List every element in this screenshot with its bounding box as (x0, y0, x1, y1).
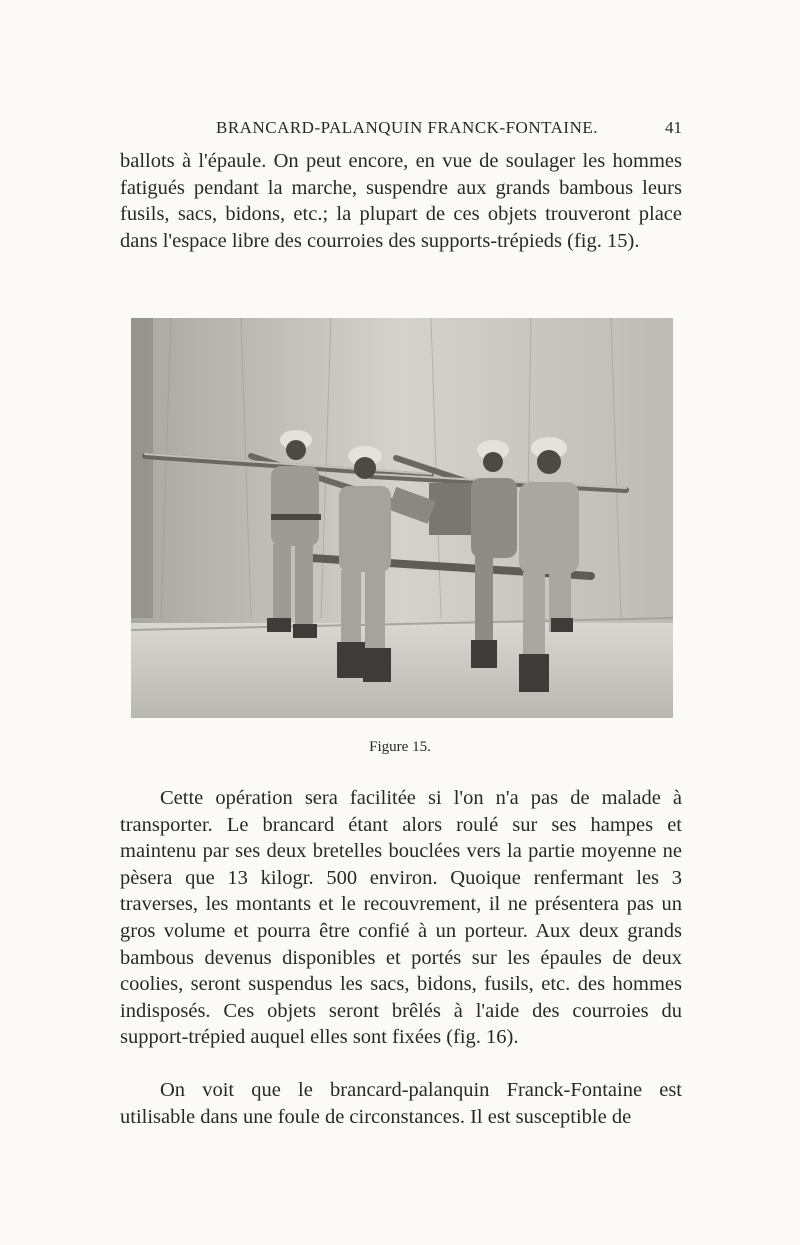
paragraph-main: Cette opération sera facilitée si l'on n'a pas de malade à transporter. Le brancard étant alors roulé sur ses hampes et maintenu par ses deux bretelles bouclées vers la partie moyenne ne pèsera que 13 kilogr. 500 environ. Quoique renfermant les 3 traverses, les montants et le recouvrement, il ne présentera pas un gros volume et pourra être confié à un porteur. Aux deux grands bambous devenus disponibles et portés sur les épaules de deux coolies, seront suspendus les sacs, bidons, fusils, etc. des hommes indisposés. Ces objets seront brêlés à l'aide des courroies du support-trépied auquel elles sont fixées (fig. 16). (120, 787, 682, 1049)
floor (131, 623, 673, 718)
page-number: 41 (665, 118, 682, 137)
paragraph-continued: ballots à l'épaule. On peut encore, en vue de soulager les hommes fatigués pendant la marche, suspendre aux grands bambous leurs fusils, sacs, bidons, etc.; la plupart de ces objets trouveront place dans l'espace libre des courroies des supports-trépieds (fig. 15). (120, 150, 682, 252)
running-title: BRANCARD-PALANQUIN FRANCK-FONTAINE. (216, 118, 598, 137)
paragraph-continues: On voit que le brancard-palanquin Franck-Fontaine est utilisable dans une foule de circonstances. Il est susceptible de (120, 1079, 682, 1128)
running-header (120, 118, 682, 142)
figure-15-photograph (131, 318, 673, 718)
figure-caption: Figure 15. (369, 739, 431, 755)
